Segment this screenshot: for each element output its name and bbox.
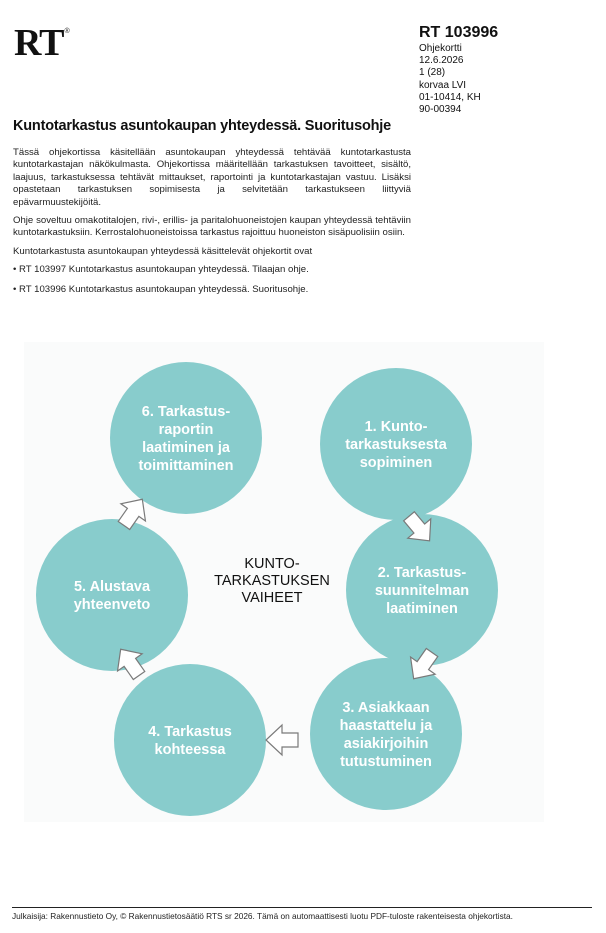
- intro-paragraph: Ohje soveltuu omakotitalojen, rivi-, erillis- ja paritalohuoneistojen kaupan yhteydessä tehtäviin kuntotarkastuksiin. Kerrostalohuoneistoissa tarkastus rajoittuu huoneiston sisäpuolisiin osiin.: [13, 215, 411, 239]
- step-3-circle: [310, 658, 462, 810]
- step-1-label: tarkastuksesta: [345, 437, 447, 453]
- list-item: • RT 103997 Kuntotarkastus asuntokaupan yhteydessä. Tilaajan ohje.: [13, 264, 309, 276]
- diagram-center-label: TARKASTUKSEN: [214, 573, 330, 589]
- step-1-label: sopiminen: [359, 455, 433, 471]
- related-cards-list: [13, 264, 411, 296]
- step-6-label: toimittaminen: [138, 458, 234, 474]
- replaces-label: korvaa LVI: [419, 79, 467, 91]
- intro-paragraph: Tässä ohjekortissa käsitellään asuntokaupan yhteydessä tehtävää kuntotarkastusta kuntotarkastajan näkökulmasta. Ohjekortissa määritellään tarkastuksen tavoitteet, sisältö, laajuus, tarkastuksessa tehtävät mittaukset, raportointi ja kuntotarkastajan vastuu. Lisäksi opastetaan tarkastuksen sopimisesta ja selvitetään tarkastukseen liittyviä epävarmuustekijöitä.: [13, 147, 411, 208]
- step-3-label: haastattelu ja: [339, 718, 433, 734]
- step-5-label: yhteenveto: [73, 597, 151, 613]
- step-6-label: laatiminen ja: [142, 440, 230, 456]
- step-1-label: 1. Kunto-: [364, 419, 428, 435]
- diagram-center-label: VAIHEET: [241, 590, 303, 606]
- publisher-footer: Julkaisija: Rakennustieto Oy, © Rakennustietosäätiö RTS sr 2026. Tämä on automaattisesti luotu PDF-tuloste rakenteisesta ohjekortista.: [12, 911, 513, 921]
- registered-mark: ®: [64, 28, 69, 35]
- step-2-label: 2. Tarkastus-: [377, 565, 467, 581]
- document-code: RT 103996: [419, 24, 499, 41]
- step-6-circle: [110, 362, 262, 514]
- step-2-label: laatiminen: [386, 601, 458, 617]
- step-6-label: raportin: [158, 422, 214, 438]
- replaces-ref-2: 90-00394: [419, 104, 462, 116]
- intro-text: [13, 147, 411, 303]
- step-4-label: kohteessa: [154, 742, 226, 758]
- process-diagram: [24, 342, 544, 822]
- document-date: 12.6.2026: [419, 55, 464, 67]
- step-5-circle: [36, 519, 188, 671]
- footer-divider: [12, 907, 592, 908]
- page-count: 1 (28): [419, 67, 446, 79]
- step-3-label: tutustuminen: [340, 754, 432, 770]
- replaces-ref-1: 01-10414, KH: [419, 91, 481, 103]
- step-4-circle: [114, 664, 266, 816]
- step-2-label: suunnitelman: [374, 583, 470, 599]
- step-4-label: 4. Tarkastus: [148, 724, 232, 740]
- intro-paragraph: Kuntotarkastusta asuntokaupan yhteydessä käsittelevät ohjekortit ovat: [13, 245, 313, 257]
- step-5-label: 5. Alustava: [73, 579, 151, 595]
- page-title: Kuntotarkastus asuntokaupan yhteydessä. Suoritusohje: [13, 118, 391, 134]
- step-3-label: 3. Asiakkaan: [342, 700, 430, 716]
- process-cycle-svg: [24, 342, 544, 822]
- list-item: • RT 103996 Kuntotarkastus asuntokaupan yhteydessä. Suoritusohje.: [13, 283, 309, 295]
- document-type: Ohjekortti: [419, 43, 462, 54]
- cycle-arrow-icon: [266, 725, 298, 755]
- diagram-center-label: KUNTO-: [244, 556, 300, 572]
- rt-logo: RT®: [14, 22, 69, 64]
- step-3-label: asiakirjoihin: [343, 736, 429, 752]
- document-meta: [419, 24, 599, 116]
- step-6-label: 6. Tarkastus-: [141, 404, 231, 420]
